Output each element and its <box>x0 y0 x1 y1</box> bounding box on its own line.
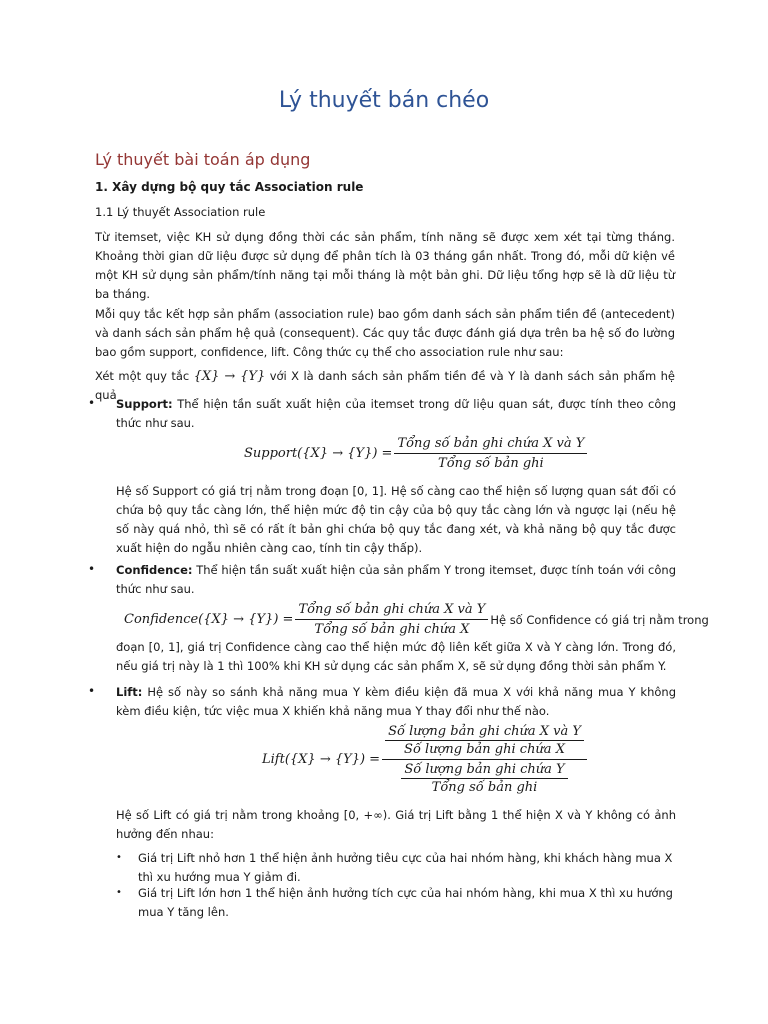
paragraph-itemset: Từ itemset, việc KH sử dụng đồng thời các sản phẩm, tính năng sẽ được xem xét tại từng tháng. Khoảng thời gian dữ liệu được sử dụng để phân tích là 03 tháng gần nhất. Trong đó, mỗi dữ kiện về một KH sử dụng sản phẩm/tính năng tại mỗi tháng là một bản ghi. Dữ liệu tổng hợp sẽ là dữ liệu từ ba tháng. <box>95 230 675 301</box>
bullet-lift: • <box>88 684 96 698</box>
support-desc: Thể hiện tần suất xuất hiện của itemset trong dữ liệu quan sát, được tính theo công thức như sau. <box>116 397 677 430</box>
support-note: Hệ số Support có giá trị nằm trong đoạn [0, 1]. Hệ số càng cao thể hiện số lượng quan sát đối có chứa bộ quy tắc càng lớn, thể hiện mức độ tin cậy của bộ quy tắc càng lớn và ngược lại (nếu hệ số này quá nhỏ, thì sẽ có rất ít bản ghi chứa bộ quy tắc đang xét, và khả năng bộ quy tắc được xuất hiện do ngẫu nhiên càng cao, tính tin cậy thấp). <box>116 484 676 555</box>
rule-intro-suffix: với X là danh sách sản phẩm tiền đề và Y là danh sách sản phẩm hệ quả <box>95 369 675 402</box>
confidence-label: Confidence: <box>116 563 193 577</box>
sub-bullet-2: • <box>116 887 122 898</box>
lift-num-den: Số lượng bản ghi chứa X <box>404 742 565 757</box>
sub-bullet-1: • <box>116 852 122 863</box>
lift-sub-item-2: Giá trị Lift lớn hơn 1 thể hiện ảnh hưởng tích cực của hai nhóm hàng, khi mua X thì xu hướng mua Y tăng lên. <box>138 886 673 919</box>
page-title: Lý thuyết bán chéo <box>278 88 490 113</box>
bullet-support: • <box>88 396 96 410</box>
rule-expression: {X} → {Y} <box>193 369 266 384</box>
section-heading: Lý thuyết bài toán áp dụng <box>95 150 311 169</box>
confidence-formula-lhs: Confidence({X} → {Y}) = <box>124 612 294 627</box>
support-description <box>116 395 676 433</box>
support-fraction <box>394 436 587 471</box>
lift-outer-numerator <box>382 724 587 760</box>
lift-num-num: Số lượng bản ghi chứa X và Y <box>385 724 584 741</box>
lift-label: Lift: <box>116 685 143 699</box>
subsubsection-heading: 1.1 Lý thuyết Association rule <box>95 205 266 219</box>
confidence-formula <box>124 602 709 637</box>
lift-den-num: Số lượng bản ghi chứa Y <box>401 762 567 779</box>
support-label: Support: <box>116 397 173 411</box>
support-formula <box>244 436 587 471</box>
lift-sub-item-1: Giá trị Lift nhỏ hơn 1 thể hiện ảnh hưởng tiêu cực của hai nhóm hàng, khi khách hàng mua X thì xu hướng mua Y giảm đi. <box>138 851 673 884</box>
rule-intro-prefix: Xét một quy tắc <box>95 369 190 383</box>
confidence-note-inline: Hệ số Confidence có giá trị nằm trong <box>490 612 709 627</box>
bullet-confidence: • <box>88 562 96 576</box>
lift-formula <box>262 724 587 795</box>
confidence-fraction <box>295 602 488 637</box>
paragraph-association-rule: Mỗi quy tắc kết hợp sản phẩm (association rule) bao gồm danh sách sản phẩm tiền đề (antecedent) và danh sách sản phẩm hệ quả (consequent). Các quy tắc được đánh giá dựa trên ba hệ số đo lường bao gồm support, confidence, lift. Công thức cụ thể cho association rule như sau: <box>95 307 675 359</box>
confidence-note: đoạn [0, 1], giá trị Confidence càng cao thể hiện mức độ liên kết giữa X và Y càng lớn. Trong đó, nếu giá trị này là 1 thì 100% khi KH sử dụng các sản phẩm X, sẽ sử dụng đồng thời sản phẩm Y. <box>116 640 676 673</box>
confidence-numerator: Tổng số bản ghi chứa X và Y <box>295 602 488 620</box>
subsection-heading: 1. Xây dựng bộ quy tắc Association rule <box>95 180 364 194</box>
support-numerator: Tổng số bản ghi chứa X và Y <box>394 436 587 454</box>
confidence-denominator: Tổng số bản ghi chứa X <box>314 622 470 637</box>
lift-desc: Hệ số này so sánh khả năng mua Y kèm điều kiện đã mua X với khả năng mua Y không kèm điều kiện, tức việc mua X khiến khả năng mua Y thay đổi như thế nào. <box>116 685 677 718</box>
lift-description <box>116 683 676 721</box>
lift-outer-denominator <box>398 760 570 795</box>
confidence-description <box>116 561 676 599</box>
lift-note: Hệ số Lift có giá trị nằm trong khoảng [0, +∞). Giá trị Lift bằng 1 thể hiện X và Y không có ảnh hưởng đến nhau: <box>116 808 676 841</box>
lift-formula-lhs: Lift({X} → {Y}) = <box>262 752 381 767</box>
confidence-desc: Thể hiện tần suất xuất hiện của sản phẩm Y trong itemset, được tính toán với công thức như sau. <box>116 563 677 596</box>
support-formula-lhs: Support({X} → {Y}) = <box>244 446 393 461</box>
support-denominator: Tổng số bản ghi <box>438 456 544 471</box>
lift-outer-fraction <box>382 724 587 795</box>
lift-den-den: Tổng số bản ghi <box>431 780 538 795</box>
